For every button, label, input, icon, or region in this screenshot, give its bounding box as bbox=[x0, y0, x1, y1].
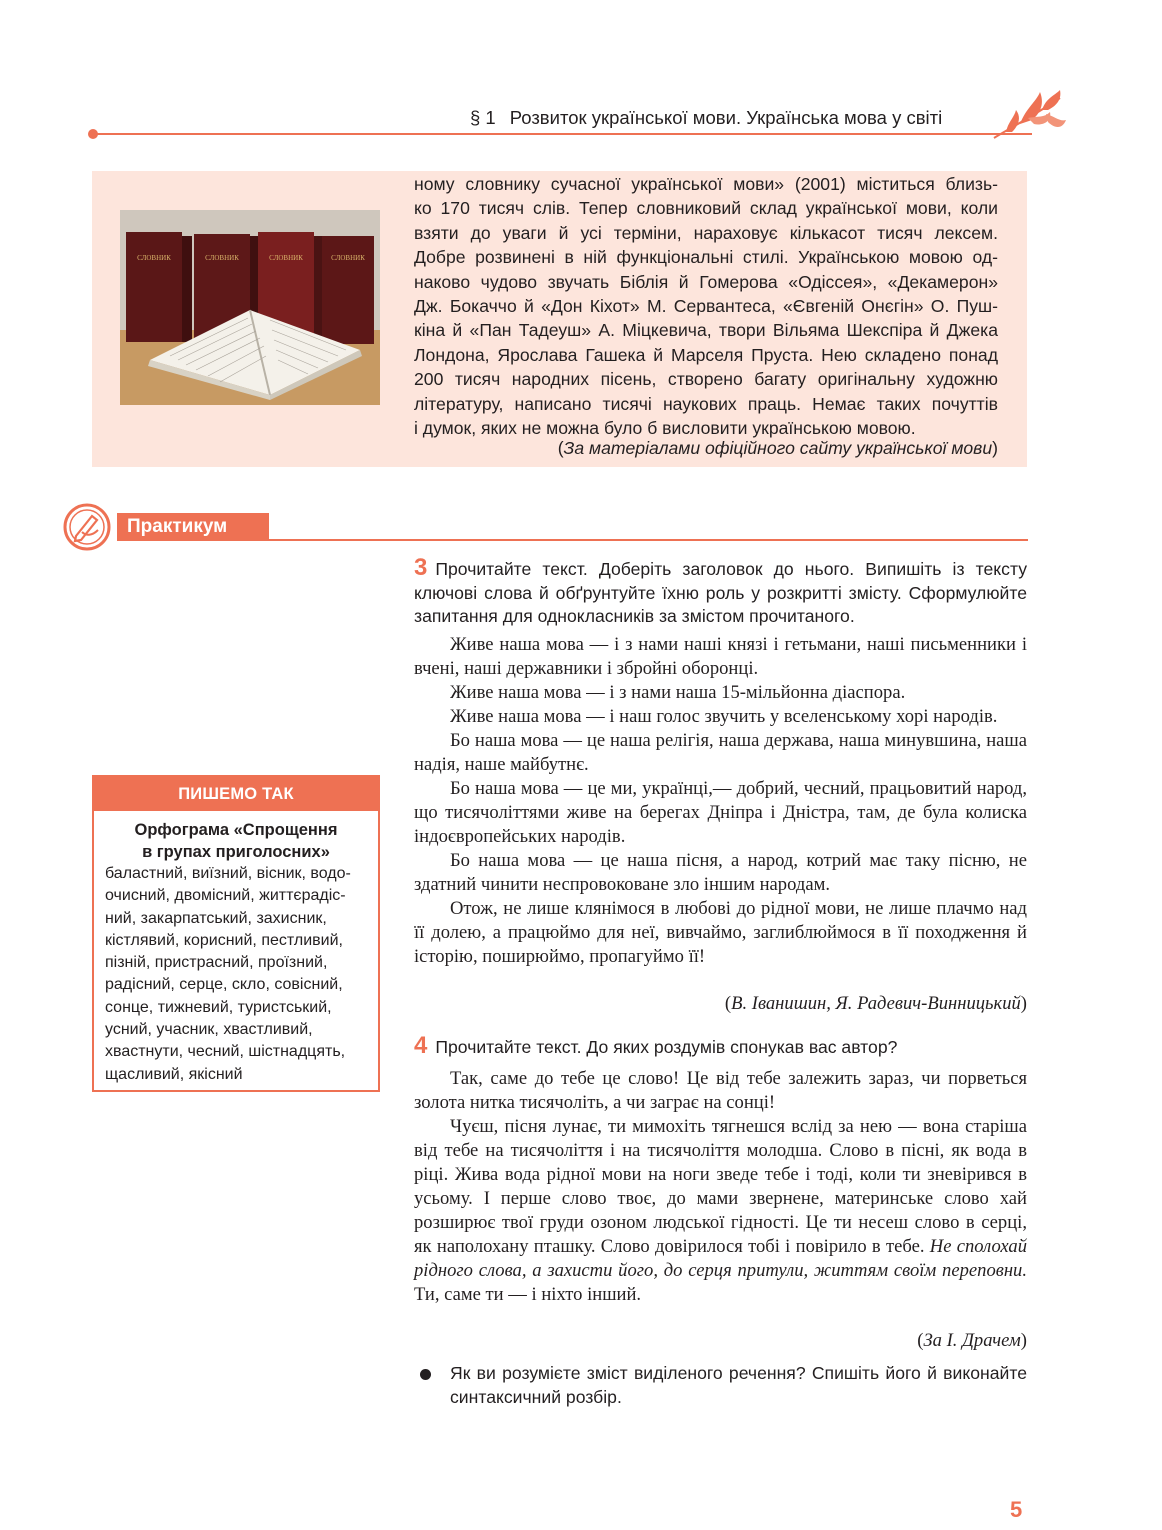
exercise-4-task bbox=[414, 1034, 1027, 1060]
info-line: літературу, написано тисячі наукових праць. Немає таких почуттів bbox=[414, 393, 998, 414]
info-line: взяти до уваги й усі терміни, нараховує кількасот тисяч лексем. bbox=[414, 222, 998, 243]
text-paragraph: Чуєш, пісня лунає, ти мимохіть тягнешся вслід за нею — вона старіша від тебе на тисячоліття і на тисячоліття молодша. Слово в пісні, як вода в ріці. Жива вода рідної мови на ноги зведе тебе і тоді, коли ти зневірився в усьому. І перше слово твоє, до мами звернене, материнське слово хай розширює твої груди озоном людської гідності. Це ти несеш слово в серці, як наполохану пташку. Слово довірилося тобі і повірило в тебе. Не сполохай рідного слова, а захисти його, до серця притули, життям своїм переповни. Ти, саме ти — і ніхто інший. bbox=[414, 1116, 1027, 1305]
word-line: баластний, виїзний, вісник, водо- bbox=[105, 865, 351, 882]
word-line: пізній, пристрасний, проїзний, bbox=[105, 954, 328, 972]
info-line: Дж. Бокаччо й «Дон Кіхот» М. Сервантеса, «Євгеній Онєгін» О. Пуш- bbox=[414, 296, 998, 317]
svg-text:СЛОВНИК: СЛОВНИК bbox=[331, 254, 365, 262]
exercise-3-text bbox=[414, 633, 1027, 969]
spelling-rule-title: Орфограма «Спрощення в групах приголосних» bbox=[134, 821, 338, 861]
text-paragraph: Живе наша мова — і наш голос звучить у вселенському хорі народів. bbox=[450, 706, 998, 727]
text-paragraph: Так, саме до тебе це слово! Це від тебе залежить зараз, чи порветься золота нитка тисячоліть, а чи заграє на сонці! bbox=[414, 1068, 1027, 1113]
text-paragraph: Бо наша мова — це наша релігія, наша держава, наша минувшина, наша надія, наше майбутнє. bbox=[414, 730, 1027, 775]
highlighted-sentence: Не сполохай рідного слова, а захисти його, до серця притули, життям своїм переповни. bbox=[414, 1236, 1027, 1281]
text-paragraph: Живе наша мова — і з нами наша 15-мільйонна діаспора. bbox=[450, 682, 906, 703]
exercise-task-text: Прочитайте текст. Доберіть заголовок до нього. Випишіть із тексту ключові слова й обґрунтуйте їхню роль у розкритті змісту. Сформулюйте запитання для однокласників за змістом прочитаного. bbox=[414, 559, 1027, 626]
word-line: очисний, двомісний, життєрадіс- bbox=[105, 887, 346, 905]
header-divider bbox=[92, 133, 1032, 135]
text-paragraph: Бо наша мова — це ми, українці,— добрий, чесний, працьовитий народ, що тисячоліттями живе на берегах Дніпра і Дністра, там, де була колиска індоєвропейських народів. bbox=[414, 778, 1027, 847]
exercise-task-text: Прочитайте текст. До яких роздумів спонукав вас автор? bbox=[435, 1037, 898, 1057]
section-number: § 1 bbox=[470, 107, 496, 128]
info-line: Лондона, Ярослава Гашека й Марселя Пруста. Нею складено понад bbox=[414, 344, 998, 365]
text-paragraph: Живе наша мова — і з нами наші князі і гетьмани, наші письменники і вчені, наші державники і збройні оборонці. bbox=[414, 634, 1027, 679]
bullet-icon bbox=[420, 1369, 431, 1380]
exercise-3-task bbox=[414, 556, 1027, 629]
word-line: кістлявий, корисний, пестливий, bbox=[105, 931, 343, 949]
exercise-number: 4 bbox=[414, 1032, 428, 1059]
svg-text:СЛОВНИК: СЛОВНИК bbox=[269, 254, 303, 262]
info-line: і думок, яких не можна було б висловити українською мовою. bbox=[414, 418, 916, 439]
word-line: радісний, серце, скло, совісний, bbox=[105, 976, 343, 994]
page-number: 5 bbox=[1010, 1497, 1023, 1522]
running-header bbox=[470, 107, 990, 129]
info-line: кіна й «Пан Тадеуш» А. Міцкевича, твори Вільяма Шекспіра й Джека bbox=[414, 320, 998, 341]
word-line: хвастнути, чесний, шістнадцять, bbox=[105, 1043, 346, 1061]
info-line: наково чудово звучать Біблія й Гомерова «Одіссея», «Декамерон» bbox=[414, 271, 998, 292]
dictionary-photo bbox=[120, 210, 380, 405]
info-line: 200 тисяч народних пісень, створено багату оригінальну художню bbox=[414, 369, 998, 390]
section-title: Розвиток української мови. Українська мова у світі bbox=[509, 107, 943, 128]
info-line: ному словнику сучасної української мови» (2001) міститься близь- bbox=[414, 174, 998, 194]
word-line: сонце, тижневий, туристський, bbox=[105, 998, 332, 1016]
text-paragraph: Бо наша мова — це наша пісня, а народ, котрий має таку пісню, не здатний чинити неспровоковане зло іншим народам. bbox=[414, 850, 1027, 895]
exercise-4-source: (За І. Драчем) bbox=[917, 1330, 1027, 1351]
practicum-label: Практикум bbox=[117, 513, 269, 541]
svg-text:СЛОВНИК: СЛОВНИК bbox=[205, 254, 239, 262]
spelling-rule-heading: ПИШЕМО ТАК bbox=[94, 777, 378, 811]
word-line: щасливий, якісний bbox=[105, 1065, 243, 1083]
spelling-rule-box bbox=[92, 775, 380, 1092]
dictionary-books-image bbox=[120, 210, 380, 405]
word-line: ний, закарпатський, захисник, bbox=[105, 909, 327, 927]
info-line: Добре розвинені в ній функціональні стилі. Українською мовою од- bbox=[414, 247, 998, 268]
spelling-word-list bbox=[94, 863, 378, 1086]
info-paragraph bbox=[414, 172, 998, 440]
text-paragraph: Отож, не лише клянімося в любові до рідної мови, не лише плачмо над її долею, а працюймо для неї, вивчаймо, заглиблюймося в її походження й історію, поширюймо, пропагуймо її! bbox=[414, 898, 1027, 967]
exercise-number: 3 bbox=[414, 554, 428, 581]
flower-ornament-icon bbox=[990, 88, 1070, 148]
practicum-divider bbox=[269, 539, 1028, 541]
exercise-4-text bbox=[414, 1067, 1027, 1307]
pencil-hand-icon bbox=[62, 502, 116, 552]
exercise-3-source: (В. Іванишин, Я. Радевич-Винницький) bbox=[724, 993, 1027, 1014]
exercise-4-question: Як ви розумієте зміст виділеного речення? Спишіть його й виконайте синтаксичний розбір. bbox=[450, 1363, 1027, 1407]
info-source: (За матеріалами офіційного сайту української мови) bbox=[557, 438, 998, 458]
svg-text:СЛОВНИК: СЛОВНИК bbox=[137, 254, 171, 262]
word-line: усний, учасник, хвастливий, bbox=[105, 1021, 313, 1039]
info-line: ко 170 тисяч слів. Тепер словниковий склад української мови, коли bbox=[414, 198, 998, 219]
